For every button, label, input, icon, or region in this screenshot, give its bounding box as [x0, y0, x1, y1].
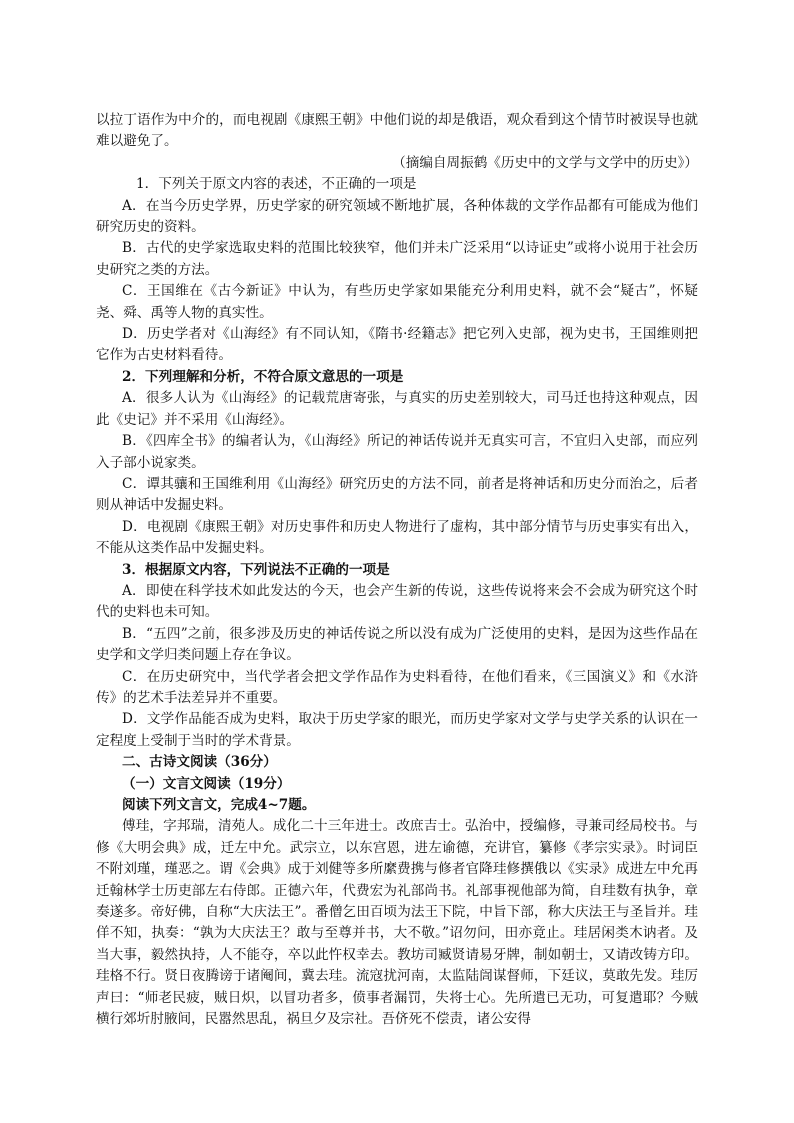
body-paragraph: 以拉丁语作为中介的，而电视剧《康熙王朝》中他们说的却是俄语，观众看到这个情节时被误导也就难以避免了。 — [96, 112, 698, 150]
question-3-option-a: A．即使在科学技术如此发达的今天，也会产生新的传说，这些传说将来会不会成为研究这个时代的史料也未可知。 — [96, 582, 698, 621]
question-1-stem: 1．下列关于原文内容的表述，不正确的一项是 — [136, 176, 417, 193]
question-3-stem: 3．根据原文内容，下列说法不正确的一项是 — [122, 561, 390, 578]
question-2-option-b: B．《四库全书》的编者认为，《山海经》所记的神话传说并无真实可言，不宜归入史部，而应列入子部小说家类。 — [96, 433, 698, 471]
reading-instruction: 阅读下列文言文，完成4~7题。 — [122, 797, 316, 813]
question-2-stem: 2．下列理解和分析，不符合原文意思的一项是 — [122, 368, 404, 385]
section-heading: 二、古诗文阅读（36分） — [122, 754, 277, 771]
source-citation: （摘编自周振鹤《历史中的文学与文学中的历史》） — [392, 154, 698, 171]
question-1-option-a: A．在当今历史学界，历史学家的研究领域不断地扩展，各种体裁的文学作品都有可能成为他们研究历史的资料。 — [96, 197, 698, 236]
question-2-option-c: C．谭其骧和王国维利用《山海经》研究历史的方法不同，前者是将神话和历史分而治之，后者则从神话中发掘史料。 — [96, 475, 698, 514]
question-2-option-d: D．电视剧《康熙王朝》对历史事件和历史人物进行了虚构，其中部分情节与历史事实有出入，不能从这类作品中发掘史料。 — [96, 518, 698, 557]
question-3-option-c: C．在历史研究中，当代学者会把文学作品作为史料看待，在他们看来，《三国演义》和《水浒传》的艺术手法差异并不重要。 — [96, 668, 698, 706]
question-1-option-c: C．王国维在《古今新证》中认为，有些历史学家如果能充分利用史料，就不会“疑古”，怀疑尧、舜、禹等人物的真实性。 — [96, 283, 698, 321]
document-page — [96, 110, 698, 1030]
subsection-heading: （一）文言文阅读（19分） — [122, 775, 291, 792]
classical-passage: 傅珪，字邦瑞，清苑人。成化二十三年进士。改庶吉士。弘治中，授编修，寻兼司经局校书。与修《大明会典》成，迁左中允。武宗立，以东宫恩，进左谕德，充讲官，纂修《孝宗实录》。时词臣不附刘瑾，瑾恶之。谓《会典》成于刘健等多所縻费携与修者官降珪修撰俄以《实录》成进左中允再迁翰林学士历吏部左右侍郎。正德六年，代费宏为礼部尚书。礼部事视他部为简，自珪数有执争，章奏遂多。帝好佛，自称“大庆法王”。番僧乞田百顷为法王下院，中旨下部，称大庆法王与圣旨并。珪佯不知，执奏：“孰为大庆法王？敢与至尊并书，大不敬。”诏勿问，田亦竟止。珪居闲类木讷者。及当大事，毅然执持，人不能夺，卒以此忤权幸去。教坊司臧贤请易牙牌，制如朝士，又请改铸方印。珪格不行。贤日夜腾谤于诸阉间，冀去珪。流寇扰河南，太监陆訚谋督师，下廷议，莫敢先发。珪厉声曰：“师老民疲，贼日炽，以冒功者多，偾事者漏罚，失将士心。先所遣已无功，可复遣耶？今贼横行郊圻肘腋间，民嚣然思乱，祸旦夕及宗社。吾侪死不偿责，诸公安得 — [96, 818, 698, 1028]
question-3-option-b: B．“五四”之前，很多涉及历史的神话传说之所以没有成为广泛使用的史料，是因为这些作品在史学和文学归类问题上存在争议。 — [96, 625, 698, 664]
question-1-option-b: B．古代的史学家选取史料的范围比较狭窄，他们并未广泛采用“以诗证史”或将小说用于社会历史研究之类的方法。 — [96, 240, 698, 278]
question-2-option-a: A．很多人认为《山海经》的记载荒唐寄张，与真实的历史差别较大，司马迁也持这种观点，因此《史记》并不采用《山海经》。 — [96, 390, 698, 428]
question-3-option-d: D．文学作品能否成为史料，取决于历史学家的眼光，而历史学家对文学与史学关系的认识在一定程度上受制于当时的学术背景。 — [96, 711, 698, 749]
question-1-option-d: D．历史学者对《山海经》有不同认知，《隋书·经籍志》把它列入史部，视为史书，王国维则把它作为古史材料看待。 — [96, 326, 698, 364]
